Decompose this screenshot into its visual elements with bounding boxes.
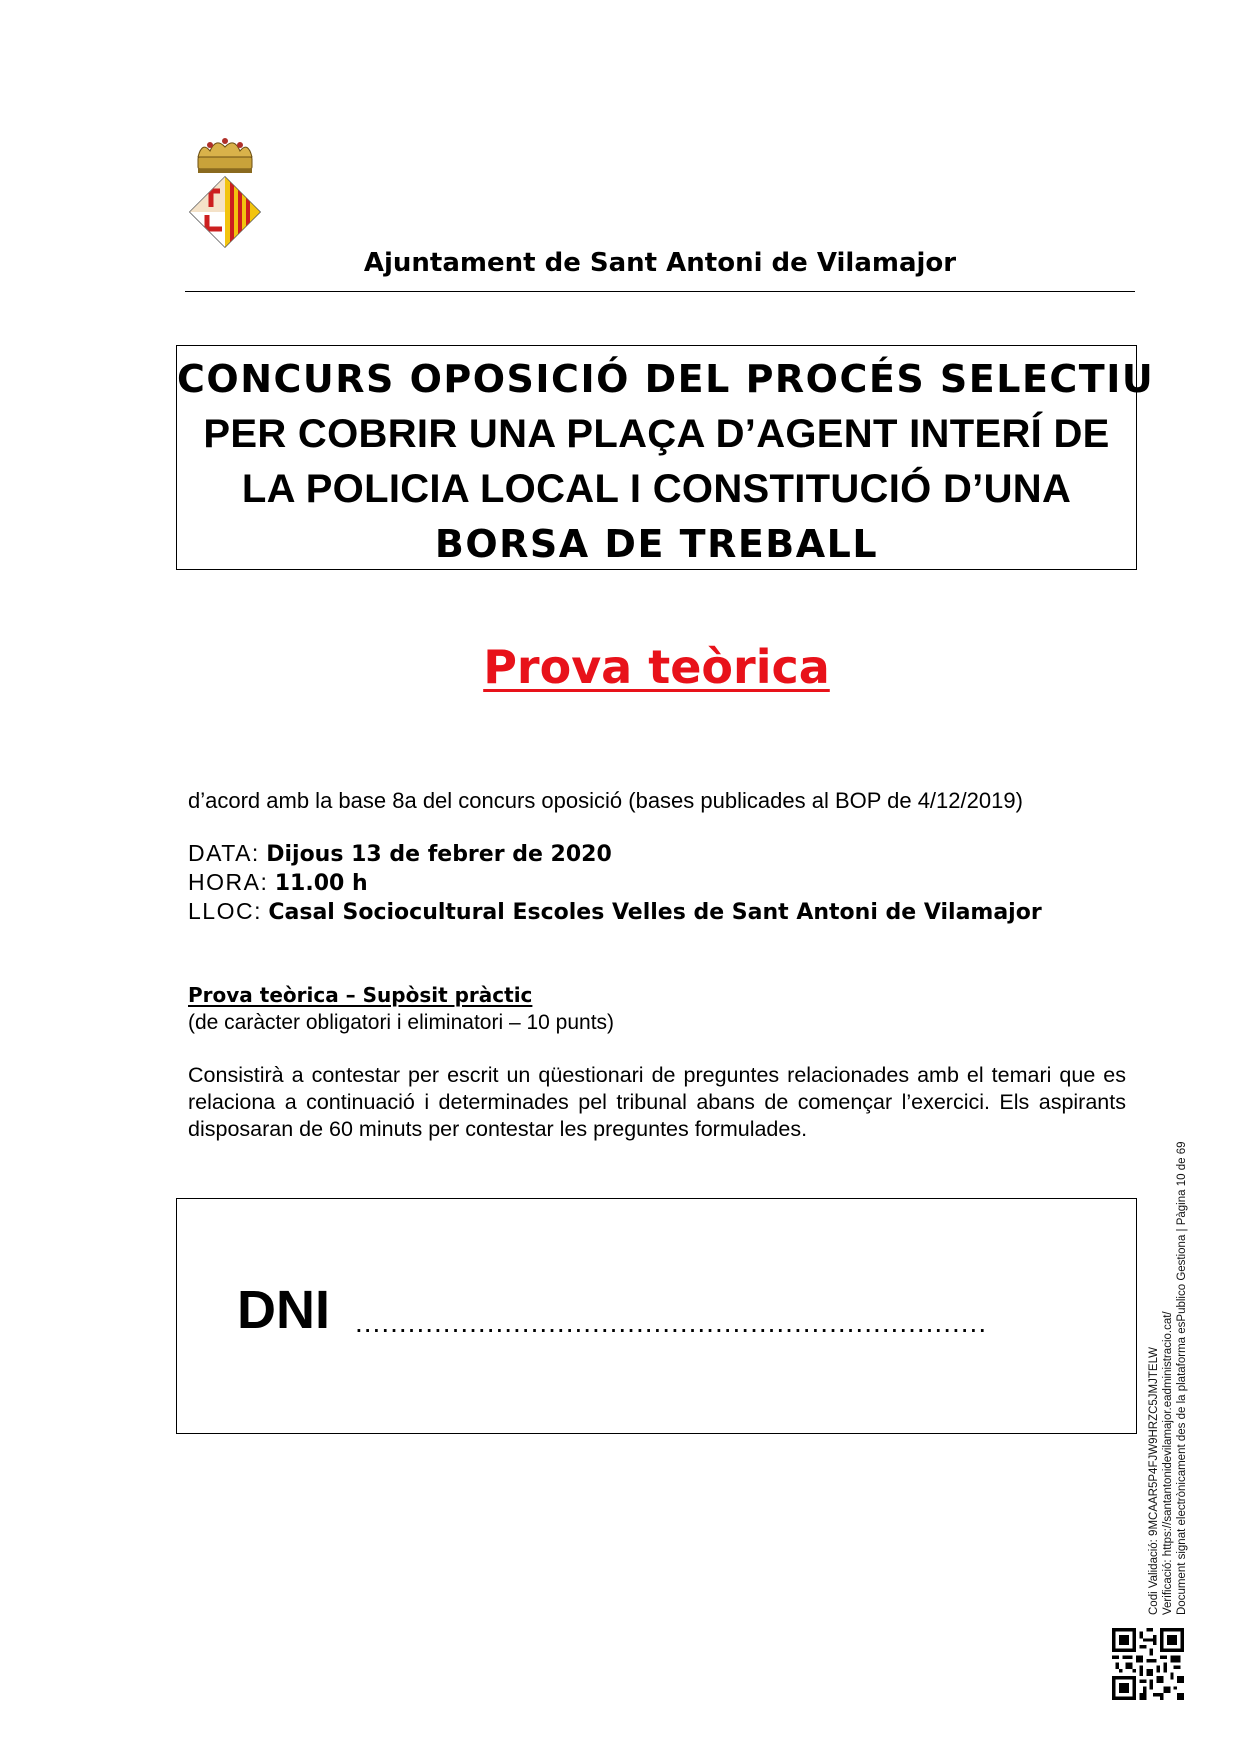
date-label: DATA:	[188, 840, 260, 866]
municipal-coat-of-arms-icon	[180, 135, 270, 250]
title-line-3: LA POLICIA LOCAL I CONSTITUCIÓ D’UNA	[241, 467, 1072, 511]
basis-text: d’acord amb la base 8a del concurs oposició (bases publicades al BOP de 4/12/2019)	[188, 788, 1023, 813]
organization-name: Ajuntament de Sant Antoni de Vilamajor	[363, 248, 957, 278]
title-line-4: BORSA DE TREBALL	[434, 522, 879, 566]
signature-note: Document signat electrònicament des de la plataforma esPublico Gestiona | Pàgina 10 de 69	[1176, 1141, 1188, 1615]
crown-icon	[198, 138, 252, 173]
title-line-1: CONCURS OPOSICIÓ DEL PROCÉS SELECTIU	[177, 357, 1155, 401]
verification-text	[1147, 1115, 1189, 1615]
place-label: LLOC:	[188, 898, 262, 924]
date-row	[188, 840, 612, 867]
exam-subtitle	[176, 640, 1137, 694]
qr-code-icon	[1112, 1628, 1184, 1700]
section-heading: Prova teòrica – Supòsit pràctic	[188, 983, 533, 1007]
date-value: Dijous 13 de febrer de 2020	[266, 842, 612, 867]
dni-fill-line: ........................................................................	[355, 1307, 988, 1338]
section-paragraph: Consistirà a contestar per escrit un qüestionari de preguntes relacionades amb el temari que es relaciona a continuació i determinades pel tribunal abans de començar l’exercici. Els aspirants disposaran de 60 minuts per contestar les preguntes formulades.	[188, 1063, 1126, 1141]
header-divider	[185, 291, 1135, 292]
verification-code: Codi Validació: 9MCAAR5P4FJW9HRZC5JMJTELW	[1148, 1347, 1160, 1615]
title-line-2: PER COBRIR UNA PLAÇA D’AGENT INTERÍ DE	[203, 412, 1110, 456]
time-value: 11.00 h	[274, 871, 368, 896]
place-row	[188, 898, 1042, 925]
dni-label: DNI	[237, 1280, 330, 1340]
verification-url: Verificació: https://santantonidevilamajor.eadministracio.cat/	[1162, 1311, 1174, 1615]
title-box	[176, 345, 1155, 570]
place-value: Casal Sociocultural Escoles Velles de Sant Antoni de Vilamajor	[268, 900, 1042, 925]
shield-icon	[190, 177, 260, 247]
time-row	[188, 869, 368, 896]
section-subheading: (de caràcter obligatori i eliminatori – 10 punts)	[188, 1011, 615, 1034]
exam-subtitle-text: Prova teòrica	[483, 640, 830, 694]
dni-box	[176, 1198, 1137, 1434]
time-label: HORA:	[188, 869, 269, 895]
